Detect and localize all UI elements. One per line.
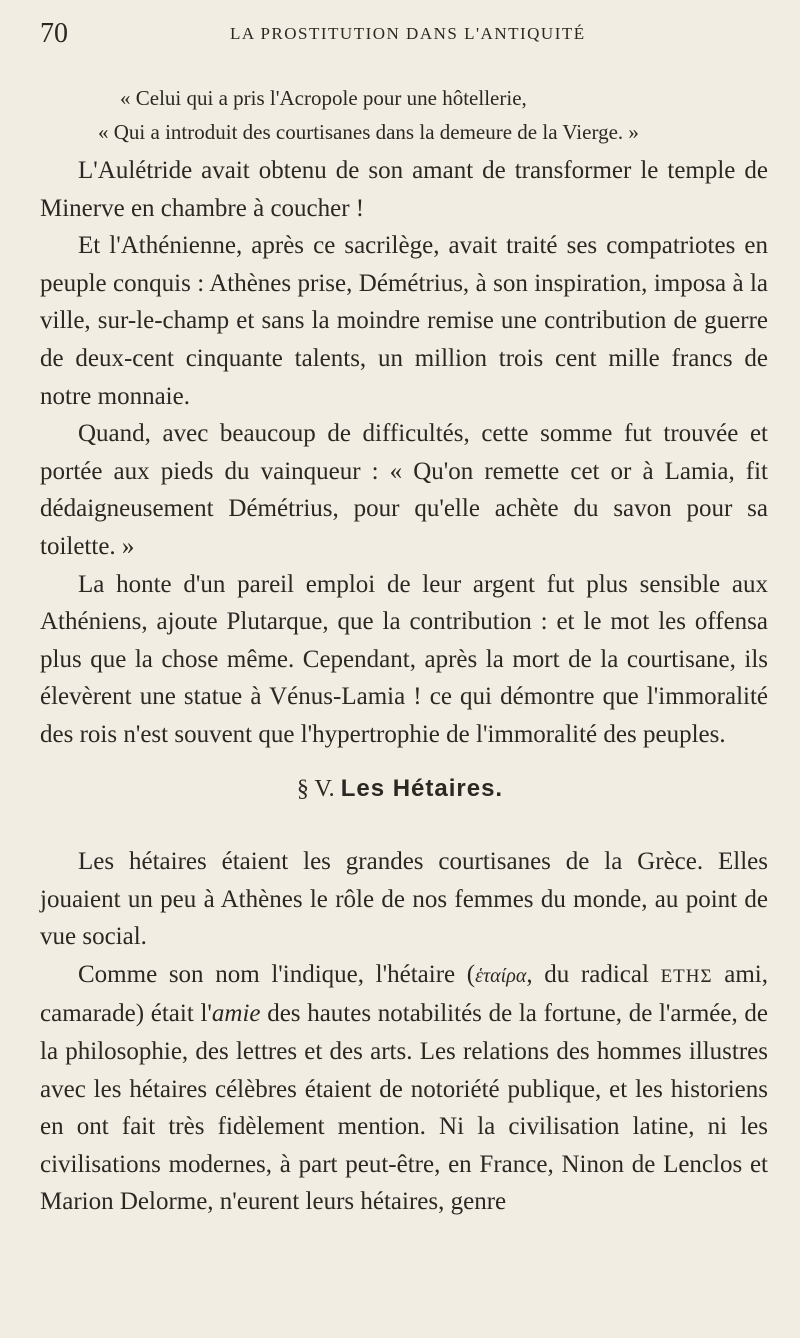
text-run: , du radical (526, 960, 661, 988)
paragraph: La honte d'un pareil emploi de leur argent fut plus sensible aux Athéniens, ajoute Plutarque, que la contribution : et le mot les offensa plus que la chose même. Cependant, après la mort de la courtisane, ils élevèrent une statue à Vénus-Lamia ! ce qui démontre que l'immoralité des rois n'est souvent que l'hypertrophie de l'immoralité des peuples. (40, 570, 768, 748)
verse-line-2: « Qui a introduit des courtisanes dans la demeure de la Vierge. » (98, 120, 639, 144)
greek-word: ἑταίρα (475, 964, 527, 987)
body-text-bottom (40, 843, 768, 1221)
section-title: Les Hétaires. (340, 775, 504, 802)
paragraph: L'Aulétride avait obtenu de son amant de transformer le temple de Minerve en chambre à coucher ! (40, 157, 768, 222)
paragraph: Les hétaires étaient les grandes courtisanes de la Grèce. Elles jouaient un peu à Athènes le rôle de nos femmes du monde, au point de vue social. (40, 848, 768, 951)
text-run: des hautes notabilités de la fortune, de l'armée, de la philosophie, des lettres et des arts. Les relations des hommes illustres avec les hétaires célèbres étaient de notoriété publique, et les historiens en ont fait très fidèlement mention. Ni la civilisation latine, ni les civilisations modernes, à part peut-être, en France, Ninon de Lenclos et Marion Delorme, n'eurent leurs hétaires, genre (40, 1000, 768, 1216)
running-title: LA PROSTITUTION DANS L'ANTIQUITÉ (230, 24, 586, 43)
paragraph: Quand, avec beaucoup de difficultés, cette somme fut trouvée et portée aux pieds du vainqueur : « Qu'on remette cet or à Lamia, fit dédaigneusement Démétrius, pour qu'elle achète du savon pour sa toilette. » (40, 420, 768, 560)
text-run: ami, camarade) était l' (40, 960, 768, 1028)
verse-line-1: « Celui qui a pris l'Acropole pour une hôtellerie, (120, 86, 527, 110)
greek-root: ΕΤΗΣ (660, 965, 713, 987)
paragraph: Et l'Athénienne, après ce sacrilège, avait traité ses compatriotes en peuple conquis : Athènes prise, Démétrius, à son inspiration, imposa à la ville, sur-le-champ et sans la moindre remise une contribution de guerre de deux-cent cinquante talents, un million trois cent mille francs de notre monnaie. (40, 232, 768, 410)
section-number: § V. (296, 776, 335, 802)
section-heading (0, 775, 800, 803)
page-number: 70 (40, 18, 68, 49)
paragraph (40, 956, 768, 1221)
body-text-top (40, 152, 768, 754)
page-header (40, 18, 780, 58)
text-run: Comme son nom l'indique, l'hétaire ( (78, 960, 476, 988)
italic-word: amie (211, 1000, 261, 1028)
